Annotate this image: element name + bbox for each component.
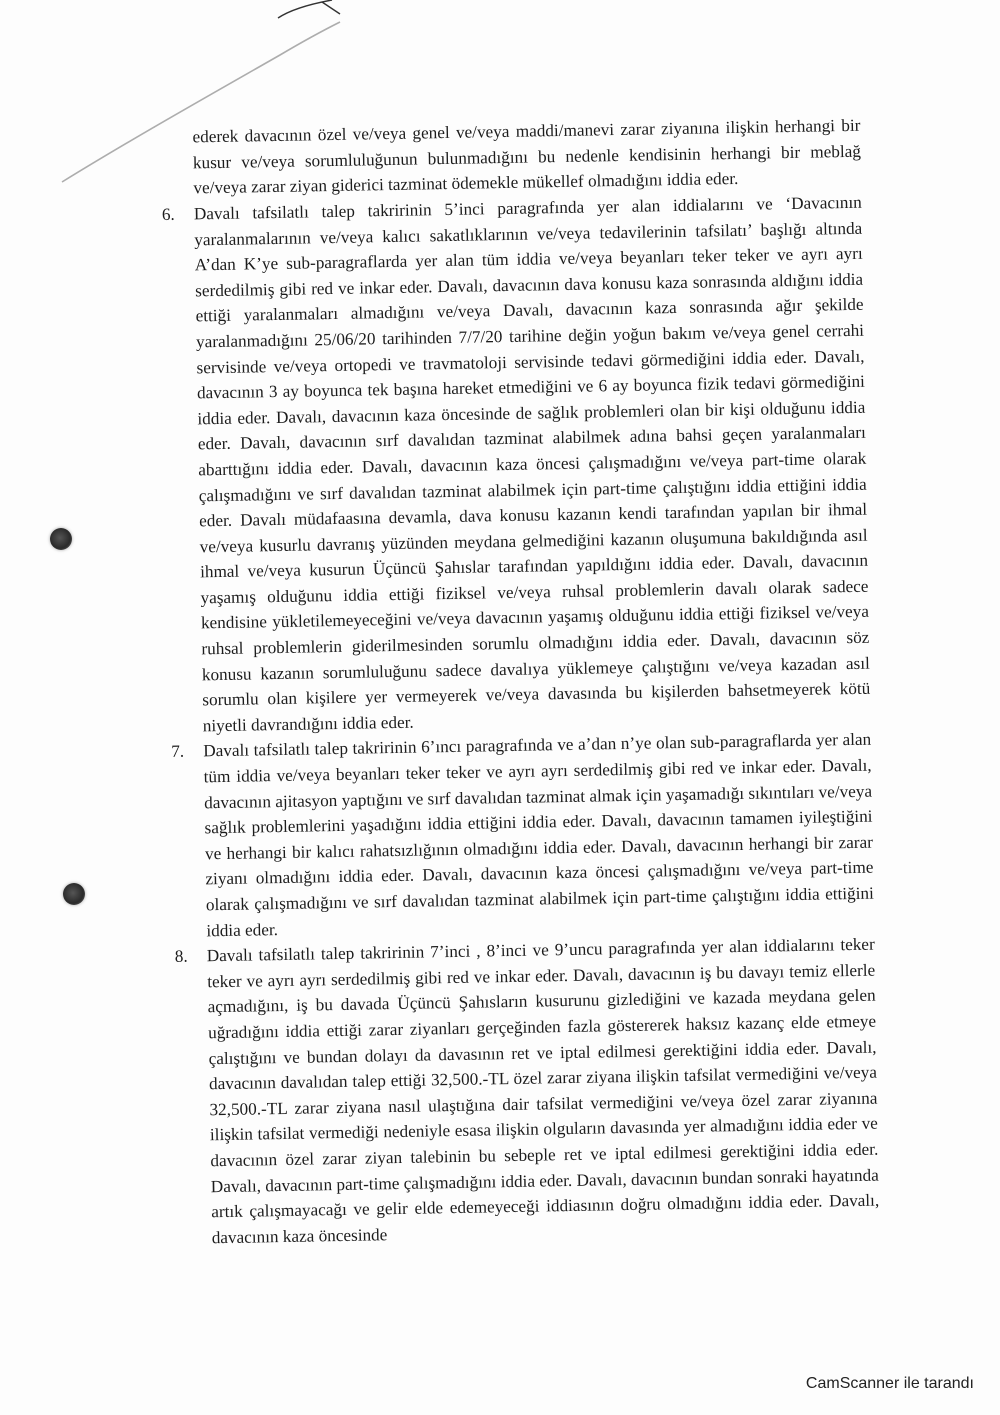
paragraph-text: Davalı tafsilatlı talep takririnin 6’ıncı paragrafında ve a’dan n’ye olan sub-paragraflarda yer alan tüm iddia ve/veya beyanları teker teker ve ayrı ayrı serdedilmiş gibi red ve inkar eder. Davalı, davacının ajitasyon yaptığını ve sırf davalıdan tazminat almak için yaşamadığı sıkıntıları ve/veya sağlık problemlerini yaşadığını iddia ettiğini iddia eder. Davalı, davacının tamamen iyileştiğini ve herhangi bir kalıcı rahatsızlığının olmadığını iddia eder. Davalı, davacının herhangi bir zarar ziyanı olmadığını iddia eder. Davalı, davacının kaza öncesi çalışmadığını ve/veya part-time olarak çalışmadığını ve sırf davalıdan tazminat alabilmek için part-time çalıştığını iddia ettiğini iddia eder. <box>203 730 874 940</box>
paragraph-number: 6. <box>161 204 175 224</box>
scanner-watermark: CamScanner ile tarandı <box>805 1375 974 1392</box>
document-body <box>160 96 880 1251</box>
paragraph-number: 7. <box>171 742 185 762</box>
paragraph-number: 8. <box>174 946 188 967</box>
paragraph-6 <box>162 190 871 740</box>
paragraph-text: Davalı tafsilatlı talep takririnin 5’inci paragrafında yer alan iddialarını ve ‘Davacının yaralanmalarının ve/veya kalıcı sakatlıklarının ve/veya tedavilerinin tafsilatı’ başlığı altında A’dan K’ye sub-paragraflarda yer alan tüm iddia ve/veya beyanları teker teker ve ayrı ayrı serdedilmiş gibi red ve inkar eder. Davalı, davacının dava konusu kaza sonrasında aldığını iddia ettiği yaralanmaları almadığını ve/veya Davalı, davacının kaza sonrasında ağır şekilde yaralanmadığını 25/06/20 tarihinden 7/7/20 tarihine değin yoğun bakım ve/veya genel cerrahi servisinde ve/veya ortopedi ve travmatoloji servisinde tedavi görmediğini iddia eder. Davalı, davacının 3 ay boyunca tek başına hareket etmediğini ve 6 ay boyunca fizik tedavi görmediğini iddia eder. Davalı, davacının kaza öncesinde de sağlık problemleri olan bir kişi olduğunu iddia eder. Davalı, davacının sırf davalıdan tazminat alabilmek adına bahsi geçen yaralanmaları abarttığını iddia eder. Davalı, davacının kaza öncesi çalışmadığını ve/veya part-time olarak çalışmadığını ve sırf davalıdan tazminat alabilmek için part-time çalıştığını iddia ettiğini iddia eder. Davalı müdafaasına devamla, dava konusu kazanın kendi tarafından yapılan bir ihmal ve/veya kusurlu davranış yüzünden meydana gelmediğini kazanın oluşumuna bakıldığında asıl ihmal ve/veya kusurun Üçüncü Şahıslar tarafından yapıldığını iddia eder. Davalı, davacının yaşamış olduğunu iddia ettiği fiziksel ve/veya ruhsal problemlerin davalı olarak sadece kendisine yükletilemeyeceğini ve/veya davacının yaşamış olduğunu iddia ettiği fiziksel ve/veya ruhsal problemlerin giderilmesinden sorumlu olmadığını iddia eder. Davalı, davacının söz konusu kazanın sorumluluğunu sadece davalıya yüklemeye çalıştığını ve/veya kazadan asıl sorumlu olan kişilere yer vermeyerek ve/veya davasında bu kişilerden bahsetmeyerek kötü niyetli davrandığını iddia eder. <box>193 192 871 736</box>
paragraph-8 <box>175 932 880 1251</box>
paragraph-text: Davalı tafsilatlı talep takririnin 7’inci , 8’inci ve 9’uncu paragrafında yer alan iddialarını teker teker ve ayrı ayrı serdedilmiş gibi red ve inkar eder. Davalı, davacının iş bu davayı temiz ellerle açmadığını, iş bu davada Üçüncü Şahısların kusurunu gizlediğini ve kazada meydana gelen uğradığını iddia ettiği zarar ziyanları gerçeğinden fazla göstererek haksız kazanç elde etmeye çalıştığını ve bundan dolayı da davasının ret ve iptal edilmesi gerektiğini iddia eder. Davalı, davacının davalıdan talep ettiği 32,500.-TL özel zarar ziyana ilişkin tafsilat vermediğini ve/veya 32,500.-TL zarar ziyana nasıl ulaştığına dair tafsilat vermediğini ve/veya özel zarar ziyanına ilişkin tafsilat vermediği nedeniyle esasa ilişkin olguların davasında yer almadığını iddia eder ve davacının özel zarar ziyan talebinin bu sebeple ret ve iptal edilmesi gerektiğini iddia eder. Davalı, davacının part-time çalışmadığını iddia eder. Davalı, davacının bundan sonraki hayatında artık çalışmayacağı ve gelir elde edemeyeceği iddiasının doğru olmadığını iddia eder. Davalı, davacının kaza öncesinde <box>206 934 880 1247</box>
paragraph-7 <box>171 727 874 944</box>
punch-hole-top <box>50 528 72 550</box>
punch-hole-bottom <box>63 883 85 905</box>
opening-paragraph: ederek davacının özel ve/veya genel ve/veya maddi/manevi zarar ziyanına ilişkin herhangi bir kusur ve/veya sorumluluğunun bulunmadığını bu nedenle kendisinin herhangi bir meblağ ve/veya zarar ziyan giderici tazminat ödemekle mükellef olmadığını iddia eder. <box>192 115 862 198</box>
